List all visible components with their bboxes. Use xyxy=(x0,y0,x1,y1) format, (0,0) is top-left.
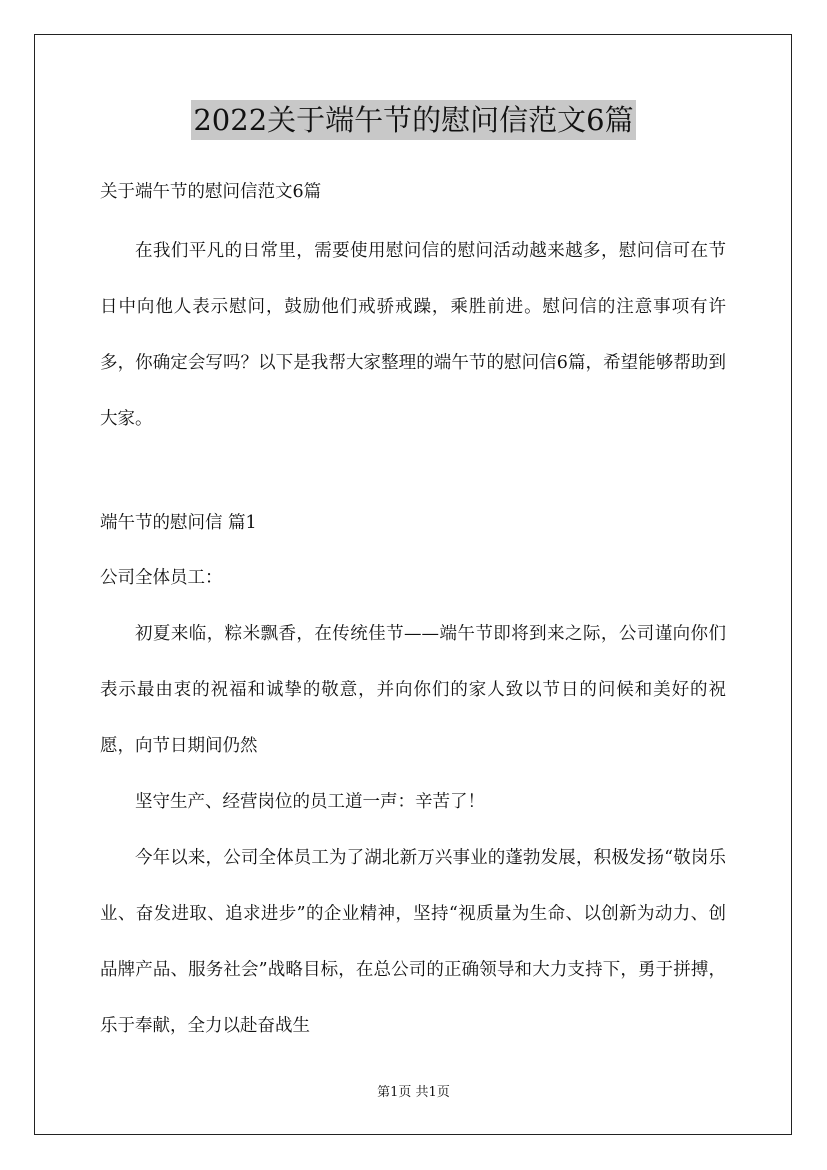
letter-paragraph-2: 坚守生产、经营岗位的员工道一声：辛苦了！ xyxy=(135,792,485,812)
letter-paragraph-1: 初夏来临，粽米飘香，在传统佳节——端午节即将到来之际，公司谨向你们表示最由衷的祝福和诚挚的敬意，并向你们的家人致以节日的问候和美好的祝愿，向节日期间仍然 xyxy=(100,624,726,756)
document-body xyxy=(100,172,726,1054)
document-title: 2022关于端午节的慰问信范文6篇 xyxy=(191,100,635,140)
letter-salutation: 公司全体员工： xyxy=(100,568,223,588)
intro-paragraph: 在我们平凡的日常里，需要使用慰问信的慰问活动越来越多，慰问信可在节日中向他人表示慰问，鼓励他们戒骄戒躁，乘胜前进。慰问信的注意事项有许多，你确定会写吗？以下是我帮大家整理的端午节的慰问信6篇，希望能够帮助到大家。 xyxy=(100,241,726,429)
section-spacer xyxy=(100,447,726,503)
letter-paragraph-3: 今年以来，公司全体员工为了湖北新万兴事业的蓬勃发展，积极发扬“敬岗乐业、奋发进取、追求进步”的企业精神，坚持“视质量为生命、以创新为动力、创品牌产品、服务社会”战略目标，在总公司的正确领导和大力支持下，勇于拼搏，乐于奉献，全力以赴奋战生 xyxy=(100,848,726,1036)
page-footer: 第1页 共1页 xyxy=(377,1085,450,1100)
title-wrap xyxy=(0,100,827,140)
document-subtitle: 关于端午节的慰问信范文6篇 xyxy=(100,182,322,202)
letter-heading: 端午节的慰问信 篇1 xyxy=(100,513,257,533)
